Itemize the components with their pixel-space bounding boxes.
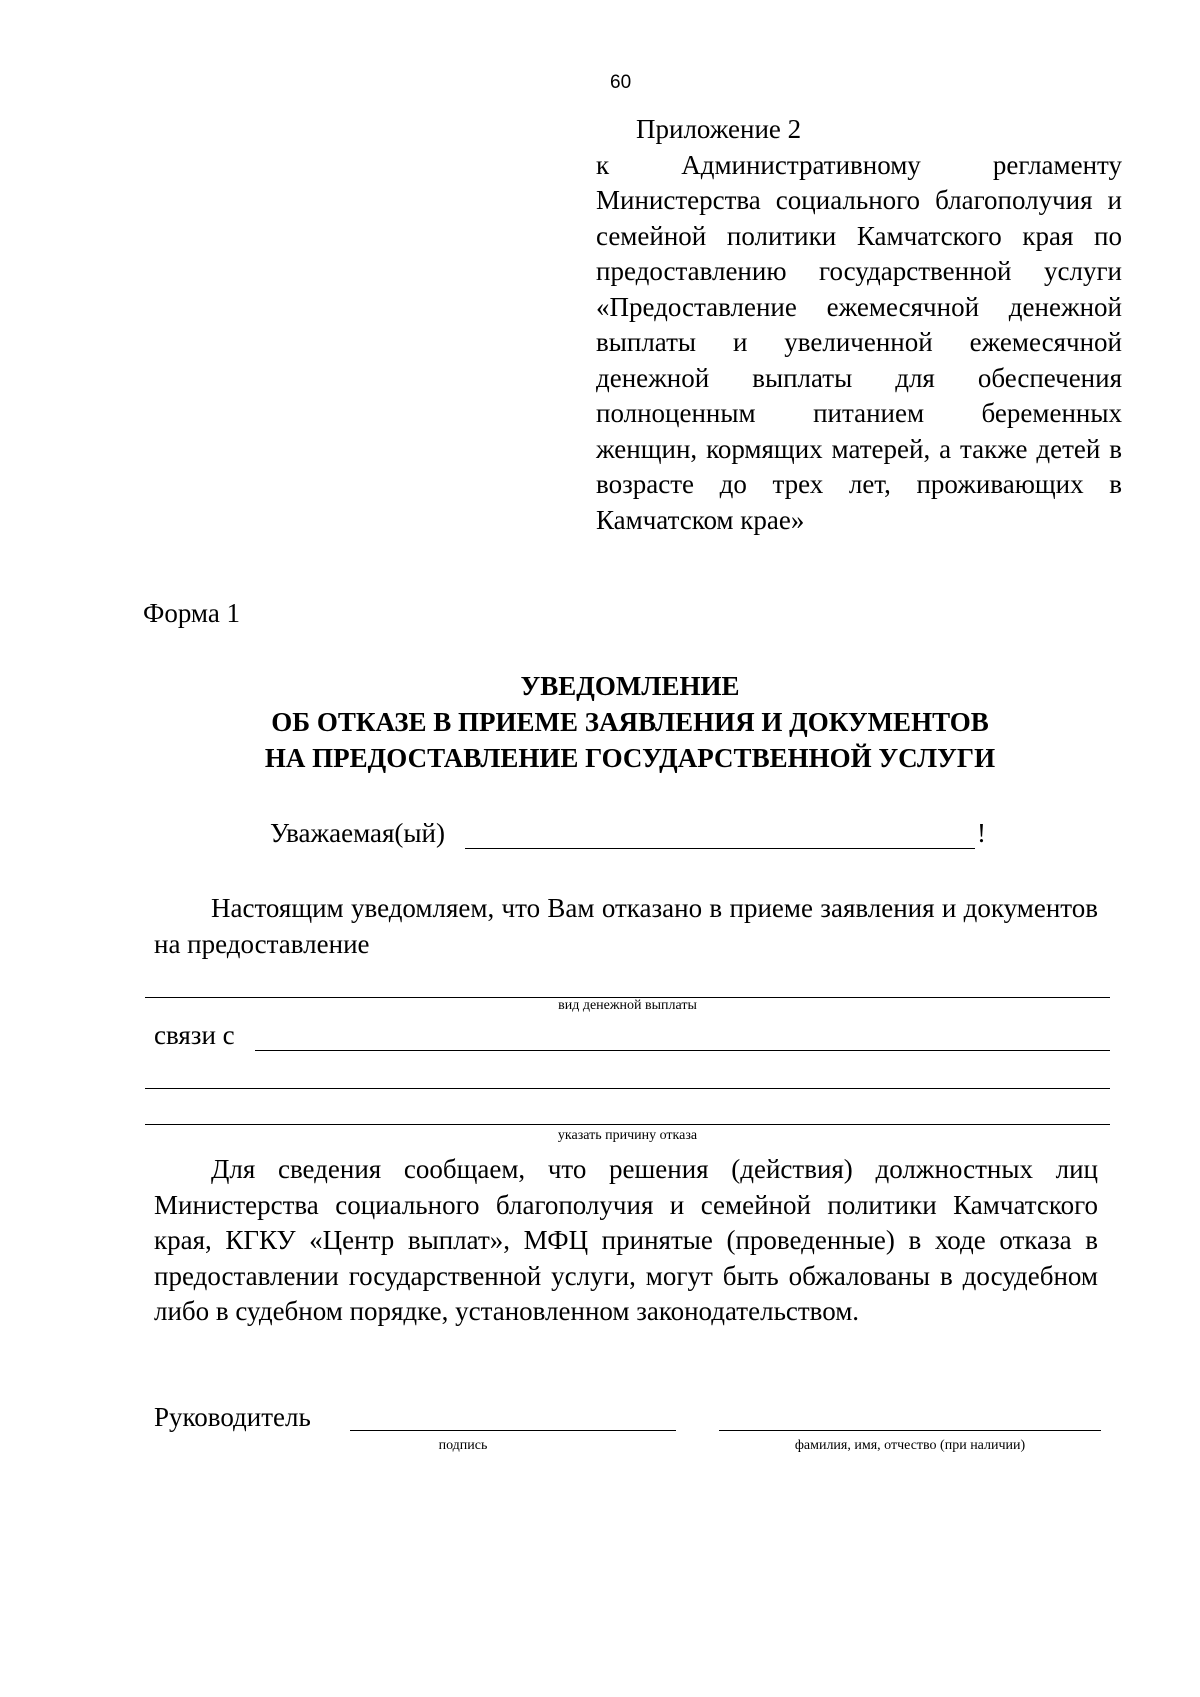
greeting-exclamation: ! — [977, 818, 986, 848]
page-number: 60 — [610, 72, 632, 93]
signature-caption: подпись — [438, 1438, 488, 1453]
appendix-body: к Административному регламенту Министерства социального благополучия и семейной политики Камчатского края по предоставлению государственной услуги «Предоставление ежемесячной денежной выплаты и увеличенной ежемесячной денежной выплаты для обеспечения полноценным питанием беременных женщин, кормящих матерей, а также детей в возрасте до трех лет, проживающих в Камчатском крае» — [596, 149, 1122, 535]
info-paragraph: Для сведения сообщаем, что решения (действия) должностных лиц Министерства социального благополучия и семейной политики Камчатского края, КГКУ «Центр выплат», МФЦ принятые (проведенные) в ходе отказа в предоставлении государственной услуги, могут быть обжалованы в досудебном либо в судебном порядке, установленном законодательством. — [154, 1154, 1098, 1326]
title-line-2: ОБ ОТКАЗЕ В ПРИЕМЕ ЗАЯВЛЕНИЯ И ДОКУМЕНТОВ — [271, 707, 989, 737]
document-title — [0, 668, 1200, 776]
appendix-block — [596, 112, 1122, 538]
reason-field-line-2[interactable] — [145, 1088, 1110, 1089]
title-line-1: УВЕДОМЛЕНИЕ — [520, 671, 740, 701]
reason-field-line-3[interactable] — [145, 1124, 1110, 1125]
notify-paragraph: Настоящим уведомляем, что Вам отказано в приеме заявления и документов на предоставление — [154, 893, 1098, 959]
full-name-field[interactable] — [719, 1430, 1101, 1431]
reason-field-line-1[interactable] — [255, 1050, 1110, 1051]
form-label: Форма 1 — [143, 598, 241, 628]
recipient-name-field[interactable] — [465, 848, 975, 849]
title-line-3: НА ПРЕДОСТАВЛЕНИЕ ГОСУДАРСТВЕННОЙ УСЛУГИ — [264, 743, 996, 773]
head-label: Руководитель — [154, 1402, 311, 1432]
appendix-title: Приложение 2 — [636, 114, 802, 144]
greeting-label: Уважаемая(ый) — [270, 818, 445, 848]
full-name-caption: фамилия, имя, отчество (при наличии) — [794, 1438, 1026, 1453]
in-connection-label: связи с — [154, 1020, 235, 1050]
signature-field[interactable] — [350, 1430, 676, 1431]
reason-caption: указать причину отказа — [557, 1128, 698, 1143]
payment-type-caption: вид денежной выплаты — [558, 998, 697, 1013]
